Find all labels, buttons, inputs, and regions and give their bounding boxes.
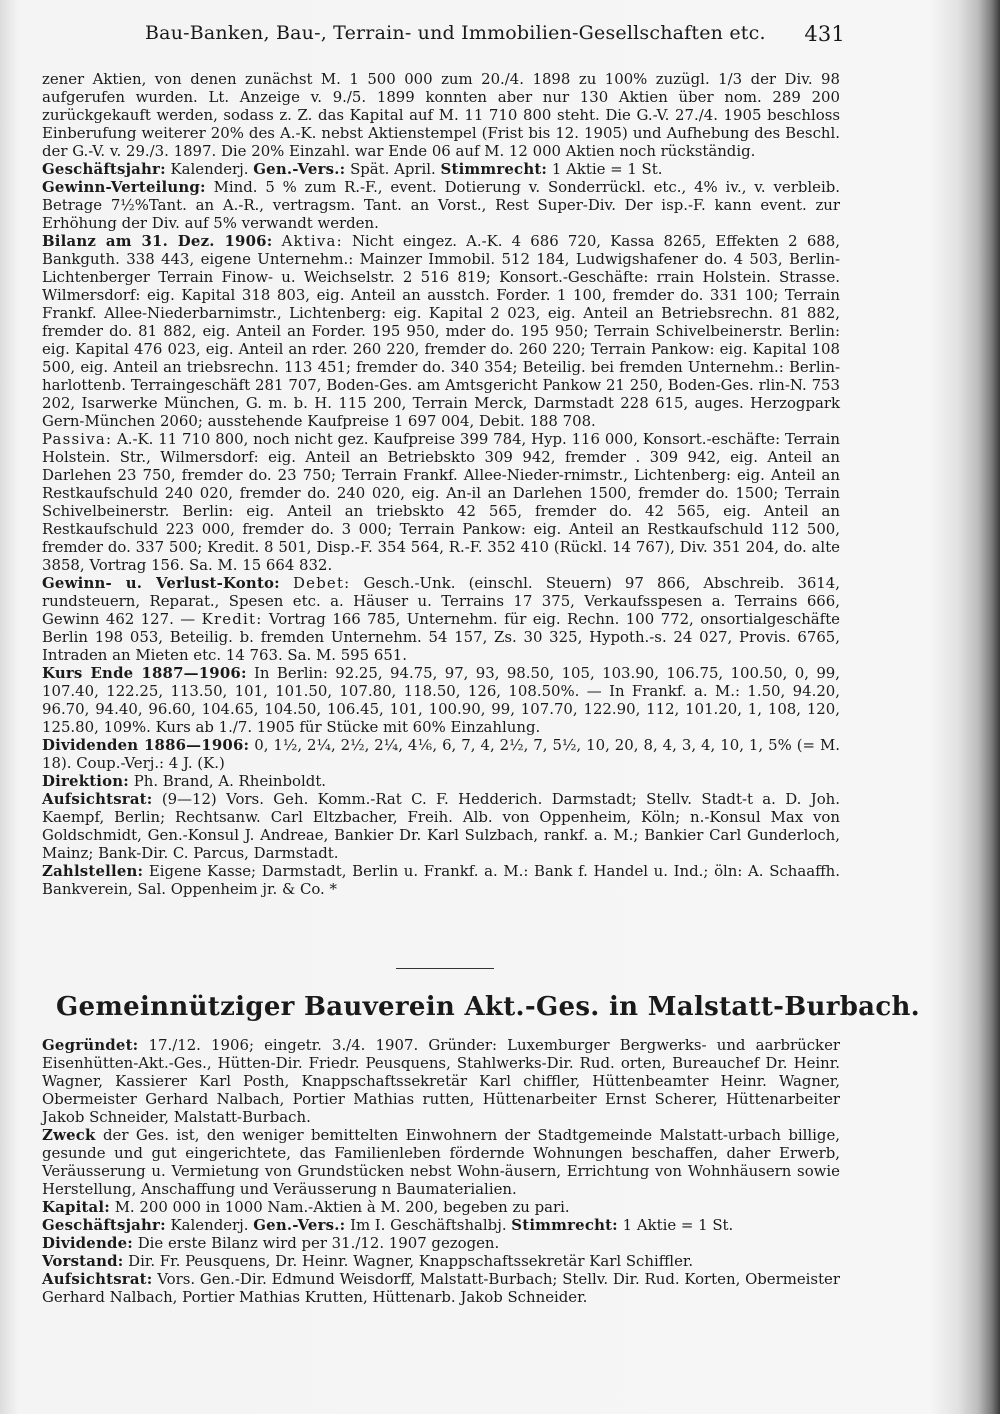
header-title: Bau-Banken, Bau-, Terrain- und Immobilien-Gesellschaften etc. bbox=[145, 22, 766, 44]
zahlstellen-label: Zahlstellen: bbox=[42, 862, 144, 880]
vorstand-paragraph bbox=[42, 1252, 840, 1270]
passiva-text: A.-K. 11 710 800, noch nicht gez. Kaufpreise 399 784, Hyp. 116 000, Konsort.-eschäfte: Terrain Holstein. Str., Wilmersdorf: eig. Anteil an Betriebskto 309 942, fremder . 309 942, eig. Anteil an Darlehen 23 750, fremder do. 23 750; Terrain Frankf. Allee-Nieder-rnimstr., Lichtenberg: eig. Anteil an Restkaufschuld 240 020, fremder do. 240 020, eig. An-il an Darlehen 1500, fremder do. 1500; Terrain Schivelbeinerstr. Berlin: eig. Anteil an triebskto 42 565, fremder do. 42 565, eig. Anteil an Restkaufschuld 223 000, fremder do. 3 000; Terrain Pankow: eig. Anteil an Restkaufschuld 112 500, fremder do. 337 500; Kredit. 8 501, Disp.-F. 354 564, R.-F. 352 410 (Rückl. 14 767), Div. 351 204, do. alte 3858, Vortrag 156. Sa. M. 15 664 832. bbox=[42, 430, 840, 574]
gegruendet-label: Gegründet: bbox=[42, 1036, 139, 1054]
bilanz-paragraph bbox=[42, 232, 840, 430]
genvers-label: Gen.-Vers.: bbox=[253, 160, 346, 178]
geschaeftsjahr-label-2: Geschäftsjahr: bbox=[42, 1216, 166, 1234]
genvers-text: Spät. April. bbox=[350, 160, 436, 178]
geschaeftsjahr-label: Geschäftsjahr: bbox=[42, 160, 166, 178]
entry-malstatt-burbach bbox=[42, 1036, 840, 1306]
debet-label: Debet: bbox=[293, 574, 351, 592]
vorstand-label: Vorstand: bbox=[42, 1252, 124, 1270]
aufsichtsrat-label-2: Aufsichtsrat: bbox=[42, 1270, 153, 1288]
intro-paragraph: zener Aktien, von denen zunächst M. 1 500 000 zum 20./4. 1898 zu 100% zuzügl. 1/3 der Div. 98 aufgerufen wurden. Lt. Anzeige v. 9./5. 1899 konnten aber nur 130 Aktien über nom. 289 200 zurückgekauft werden, sodass z. Z. das Kapital auf M. 11 710 800 steht. Die G.-V. 27./4. 1905 beschloss Einberufung weiterer 20% des A.-K. nebst Aktienstempel (Frist bis 12. 1905) und Aufhebung des Beschl. der G.-V. v. 29./3. 1897. Die 20% Einzahl. war Ende 06 auf M. 12 000 Aktien noch rückständig. bbox=[42, 70, 840, 160]
dividenden-label: Dividenden 1886—1906: bbox=[42, 736, 250, 754]
kapital-text: M. 200 000 in 1000 Nam.-Aktien à M. 200, begeben zu pari. bbox=[114, 1198, 570, 1216]
kapital-paragraph bbox=[42, 1198, 840, 1216]
bilanz-text: Nicht eingez. A.-K. 4 686 720, Kassa 8265, Effekten 2 688, Bankguth. 338 443, eigene Unternehm.: Mainzer Immobil. 512 184, Ludwigshafener do. 4 503, Berlin-Lichtenberger Terrain Finow- u. Weichselstr. 2 516 819; Konsort.-Geschäfte: rrain Holstein. Strasse. Wilmersdorf: eig. Kapital 318 803, eig. Anteil an ausstch. Forder. 1 100, fremder do. 331 100; Terrain Frankf. Allee-Niederbarnimstr., Lichtenberg: eig. Kapital 2 023, eig. Anteil an Betriebsrechn. 81 882, fremder do. 81 882, eig. Anteil an Forder. 195 950, mder do. 195 950; Terrain Schivelbeinerstr. Berlin: eig. Kapital 476 023, eig. Anteil an rder. 260 220, fremder do. 260 220; Terrain Pankow: eig. Kapital 108 500, eig. Anteil an triebsrechn. 113 451; fremder do. 340 354; Beteilig. bei fremden Unternehm.: Berlin-harlottenb. Terraingeschäft 281 707, Boden-Ges. am Amtsgericht Pankow 21 250, Boden-Ges. rlin-N. 753 202, Isarwerke München, G. m. b. H. 115 200, Terrain Merck, Darmstadt 228 615, auges. Herzogpark Gern-München 2060; ausstehende Kaufpreise 1 697 004, Debit. 188 708. bbox=[42, 232, 840, 430]
dividende-paragraph bbox=[42, 1234, 840, 1252]
aktiva-label: Aktiva: bbox=[281, 232, 343, 250]
stimmrecht-label: Stimmrecht: bbox=[440, 160, 548, 178]
direktion-paragraph bbox=[42, 772, 840, 790]
geschaeftsjahr-text: Kalenderj. bbox=[170, 160, 249, 178]
gegruendet-text: 17./12. 1906; eingetr. 3./4. 1907. Gründer: Luxemburger Bergwerks- und aarbrücker Eisenhütten-Akt.-Ges., Hütten-Dir. Friedr. Peusquens, Stahlwerks-Dir. Rud. orten, Bureauchef Dr. Heinr. Wagner, Kassierer Karl Posth, Knappschaftssekretär Karl chiffler, Hüttenbeamter Heinr. Wagner, Obermeister Gerhard Nalbach, Portier Mathias rutten, Hüttenarbeiter Ernst Scherer, Hüttenarbeiter Jakob Schneider, Malstatt-Burbach. bbox=[42, 1036, 840, 1126]
aufsichtsrat-paragraph-2 bbox=[42, 1270, 840, 1306]
section-divider bbox=[396, 968, 494, 969]
aufsichtsrat-text-2: Vors. Gen.-Dir. Edmund Weisdorff, Malstatt-Burbach; Stellv. Dir. Rud. Korten, Obermeister Gerhard Nalbach, Portier Mathias Krutten, Hüttenarb. Jakob Schneider. bbox=[42, 1270, 840, 1306]
entry-bau-banken bbox=[42, 70, 840, 898]
passiva-label: Passiva: bbox=[42, 430, 113, 448]
gegruendet-paragraph bbox=[42, 1036, 840, 1126]
kapital-label: Kapital: bbox=[42, 1198, 110, 1216]
aufsichtsrat-paragraph bbox=[42, 790, 840, 862]
zweck-label: Zweck bbox=[42, 1126, 96, 1144]
geschaeftsjahr-line-2 bbox=[42, 1216, 840, 1234]
dividende-label: Dividende: bbox=[42, 1234, 133, 1252]
kurs-text: In Berlin: 92.25, 94.75, 97, 93, 98.50, 105, 103.90, 106.75, 100.50, 0, 99, 107.40, 122.25, 113.50, 101, 101.50, 107.80, 118.50, 126, 108.50%. — In Frankf. a. M.: 1.50, 94.20, 96.70, 94.40, 96.60, 104.65, 104.50, 106.45, 101, 100.90, 99, 107.70, 122.90, 112, 101.20, 1, 108, 120, 125.80, 109%. Kurs ab 1./7. 1905 für Stücke mit 60% Einzahlung. bbox=[42, 664, 840, 736]
company-title: Gemeinnütziger Bauverein Akt.-Ges. in Malstatt-Burbach. bbox=[56, 992, 921, 1022]
gewinn-verteilung-label: Gewinn-Verteilung: bbox=[42, 178, 206, 196]
geschaeftsjahr-text-2: Kalenderj. bbox=[170, 1216, 249, 1234]
kurs-label: Kurs Ende 1887—1906: bbox=[42, 664, 247, 682]
gewinn-verteilung-text: Mind. 5 % zum R.-F., event. Dotierung v. Sonderrückl. etc., 4% iv., v. verbleib. Betrage 7½%Tant. an A.-R., vertragsm. Tant. an Vorst., Rest Super-Div. Der isp.-F. kann event. zur Erhöhung der Div. auf 5% verwandt werden. bbox=[42, 178, 840, 232]
page-number: 431 bbox=[804, 22, 845, 46]
aufsichtsrat-label: Aufsichtsrat: bbox=[42, 790, 153, 808]
kurs-paragraph bbox=[42, 664, 840, 736]
zahlstellen-text: Eigene Kasse; Darmstadt, Berlin u. Frankf. a. M.: Bank f. Handel u. Ind.; öln: A. Schaaffh. Bankverein, Sal. Oppenheim jr. & Co. * bbox=[42, 862, 840, 898]
genvers-label-2: Gen.-Vers.: bbox=[253, 1216, 346, 1234]
geschaeftsjahr-line bbox=[42, 160, 840, 178]
vorstand-text: Dir. Fr. Peusquens, Dr. Heinr. Wagner, Knappschaftssekretär Karl Schiffler. bbox=[128, 1252, 694, 1270]
zahlstellen-paragraph bbox=[42, 862, 840, 898]
guv-label: Gewinn- u. Verlust-Konto: bbox=[42, 574, 280, 592]
passiva-paragraph bbox=[42, 430, 840, 574]
guv-text: Gesch.-Unk. (einschl. Steuern) 97 866, Abschreib. 3614, rundsteuern, Reparat., Spesen etc. a. Häuser u. Terrains 17 375, Verkaufsspesen a. Terrains 666, Gewinn 462 127. — bbox=[42, 574, 840, 628]
gewinn-verteilung-paragraph bbox=[42, 178, 840, 232]
zweck-text: der Ges. ist, den weniger bemittelten Einwohnern der Stadtgemeinde Malstatt-urbach billige, gesunde und gut eingerichtete, das Familienleben fördernde Wohnungen beschaffen, daher Erwerb, Veräusserung u. Vermietung von Grundstücken nebst Wohn-äusern, Errichtung von Wohnhäusern sowie Herstellung, Anschaffung und Veräusserung n Baumaterialien. bbox=[42, 1126, 840, 1198]
guv-paragraph bbox=[42, 574, 840, 664]
dividenden-paragraph bbox=[42, 736, 840, 772]
direktion-label: Direktion: bbox=[42, 772, 129, 790]
bilanz-label: Bilanz am 31. Dez. 1906: bbox=[42, 232, 273, 250]
direktion-text: Ph. Brand, A. Rheinboldt. bbox=[133, 772, 327, 790]
genvers-text-2: Im I. Geschäftshalbj. bbox=[350, 1216, 507, 1234]
aufsichtsrat-text: (9—12) Vors. Geh. Komm.-Rat C. F. Hedderich. Darmstadt; Stellv. Stadt-t a. D. Joh. Kaempf, Berlin; Rechtsanw. Carl Eltzbacher, Freih. Alb. von Oppenheim, Köln; n.-Konsul Max von Goldschmidt, Gen.-Konsul J. Andreae, Bankier Dr. Karl Sulzbach, rankf. a. M.; Bankier Carl Gunderloch, Mainz; Bank-Dir. C. Parcus, Darmstadt. bbox=[42, 790, 841, 862]
dividenden-text: 0, 1½, 2¼, 2½, 2¼, 4⅙, 6, 7, 4, 2½, 7, 5½, 10, 20, 8, 4, 3, 4, 10, 1, 5% (= M. 18). Coup.-Verj.: 4 J. (K.) bbox=[42, 736, 840, 772]
stimmrecht-text-2: 1 Aktie = 1 St. bbox=[622, 1216, 734, 1234]
stimmrecht-text: 1 Aktie = 1 St. bbox=[551, 160, 663, 178]
kredit-text: Vortrag 166 785, Unternehm. für eig. Rechn. 100 772, onsortialgeschäfte Berlin 198 053, Beteilig. b. fremden Unternehm. 54 157, Zs. 30 325, Hypoth.-s. 24 027, Provis. 6765, Intraden an Mieten etc. 14 763. Sa. M. 595 651. bbox=[42, 610, 840, 664]
kredit-label: Kredit: bbox=[201, 610, 263, 628]
zweck-paragraph bbox=[42, 1126, 840, 1198]
dividende-text: Die erste Bilanz wird per 31./12. 1907 gezogen. bbox=[137, 1234, 500, 1252]
stimmrecht-label-2: Stimmrecht: bbox=[511, 1216, 618, 1234]
running-header bbox=[145, 22, 845, 52]
